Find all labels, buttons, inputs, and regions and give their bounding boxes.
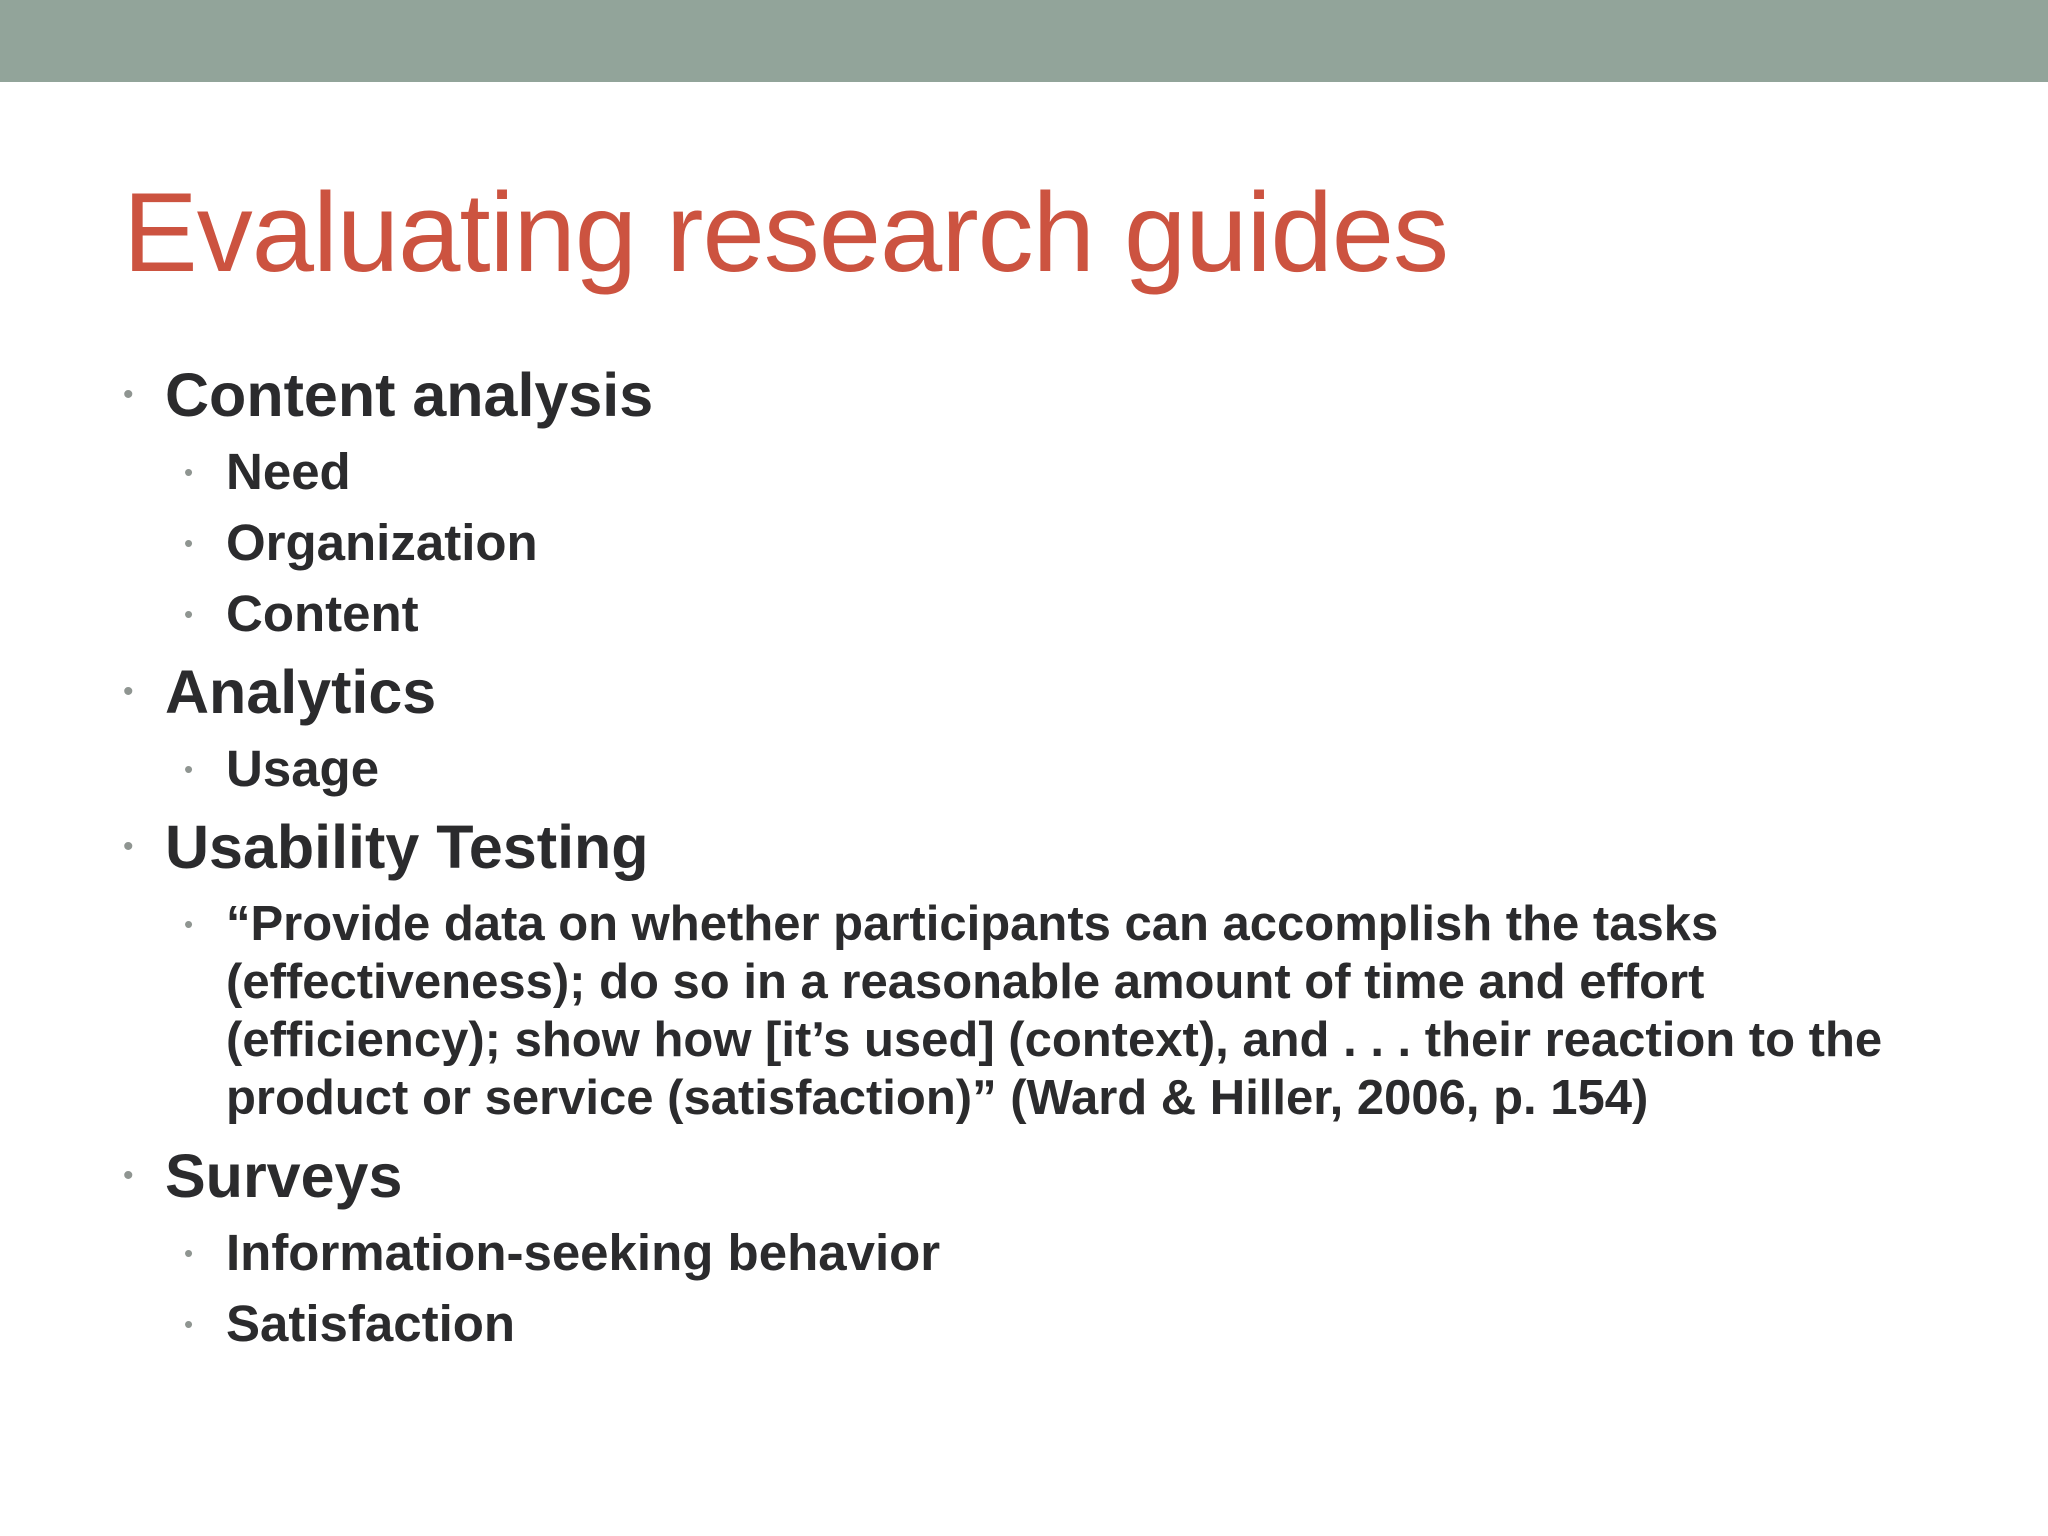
sub-bullet-satisfaction — [123, 1295, 1923, 1353]
bullet-text: Content analysis — [165, 361, 654, 429]
bullet-dot-icon: • — [184, 1309, 194, 1339]
slide-body — [123, 360, 1923, 1353]
sub-bullet-text: Satisfaction — [226, 1295, 516, 1352]
bullet-text: Analytics — [165, 658, 437, 726]
bullet-usability-testing — [123, 812, 1923, 882]
sub-bullet-usage — [123, 740, 1923, 798]
quote-text: “Provide data on whether participants can accomplish the tasks (effectiveness); do so in a reasonable amount of time and effort (efficiency); show how [it’s used] (context), and . . . their reaction to the product or service (satisfaction)” (Ward & Hiller, 2006, p. 154) — [226, 897, 1883, 1125]
bullet-dot-icon: • — [184, 457, 194, 487]
bullet-dot-icon: • — [123, 1159, 134, 1192]
top-band — [0, 0, 2048, 82]
sub-bullet-quote — [123, 895, 1923, 1127]
sub-bullet-organization — [123, 514, 1923, 572]
bullet-text: Usability Testing — [165, 813, 649, 881]
bullet-dot-icon: • — [123, 675, 134, 708]
slide-title: Evaluating research guides — [123, 170, 1449, 295]
bullet-dot-icon: • — [184, 528, 194, 558]
sub-bullet-information-seeking — [123, 1224, 1923, 1282]
bullet-analytics — [123, 657, 1923, 727]
bullet-content-analysis — [123, 360, 1923, 430]
sub-bullet-text: Content — [226, 585, 419, 642]
bullet-dot-icon: • — [184, 599, 194, 629]
bullet-dot-icon: • — [184, 1238, 194, 1268]
bullet-dot-icon: • — [184, 754, 194, 784]
sub-bullet-text: Information-seeking behavior — [226, 1224, 941, 1281]
bullet-dot-icon: • — [123, 378, 134, 411]
sub-bullet-content — [123, 585, 1923, 643]
sub-bullet-text: Need — [226, 443, 351, 500]
sub-bullet-text: Organization — [226, 514, 538, 571]
sub-bullet-need — [123, 443, 1923, 501]
sub-bullet-text: Usage — [226, 740, 380, 797]
bullet-text: Surveys — [165, 1142, 403, 1210]
bullet-dot-icon: • — [123, 830, 134, 863]
bullet-dot-icon: • — [184, 909, 194, 939]
bullet-surveys — [123, 1141, 1923, 1211]
